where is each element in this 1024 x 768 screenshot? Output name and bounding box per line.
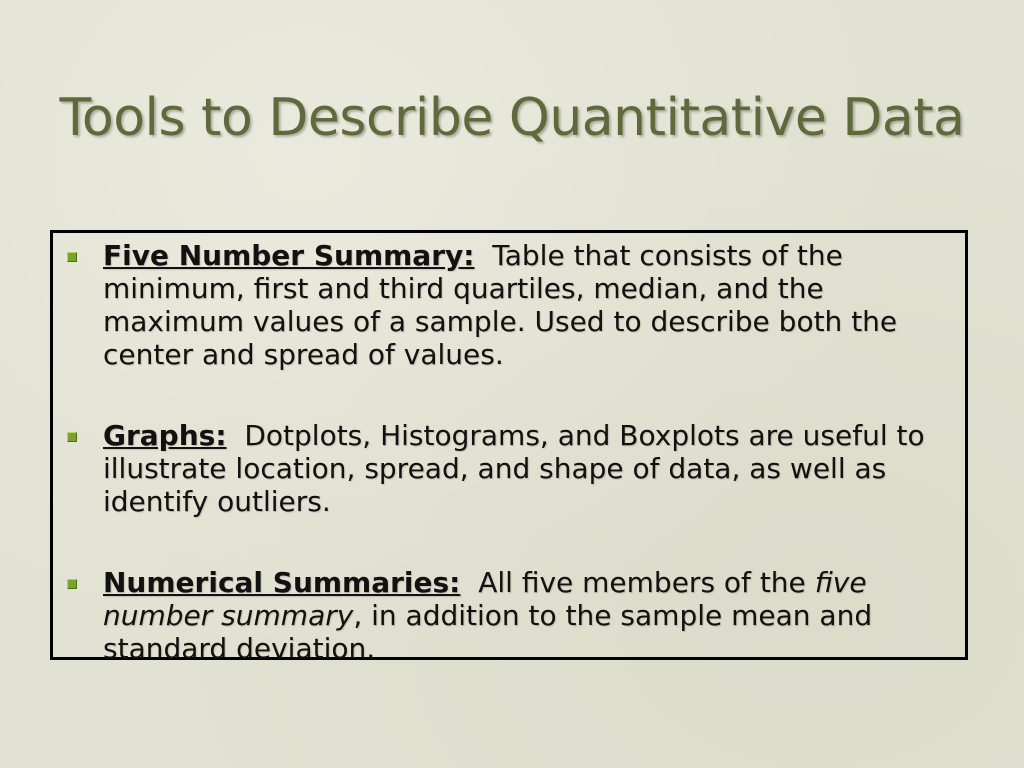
bullet-graphs bbox=[65, 419, 955, 518]
bullet-text-after: , in addition to the sample mean and standard deviation. bbox=[103, 599, 873, 665]
square-bullet-icon bbox=[67, 252, 77, 262]
square-bullet-icon bbox=[67, 579, 77, 589]
bullet-text: Dotplots, Histograms, and Boxplots are useful to illustrate location, spread, and shape of data, as well as identify outliers. bbox=[103, 419, 925, 518]
bullet-text: All five members of the bbox=[478, 566, 806, 599]
bullet-term: Numerical Summaries: bbox=[103, 566, 461, 599]
bullet-text: Table that consists of the minimum, first and third quartiles, median, and the maximum values of a sample. Used to describe both the center and spread of values. bbox=[103, 239, 898, 371]
bullet-term: Graphs: bbox=[103, 419, 227, 452]
bullet-numerical-summaries bbox=[65, 566, 955, 665]
bullet-five-number-summary bbox=[65, 239, 955, 371]
square-bullet-icon bbox=[67, 432, 77, 442]
bullet-term: Five Number Summary: bbox=[103, 239, 475, 272]
bullet-text-italic: five number summary bbox=[103, 566, 867, 632]
content-box bbox=[50, 230, 968, 665]
slide-title: Tools to Describe Quantitative Data bbox=[59, 88, 965, 148]
